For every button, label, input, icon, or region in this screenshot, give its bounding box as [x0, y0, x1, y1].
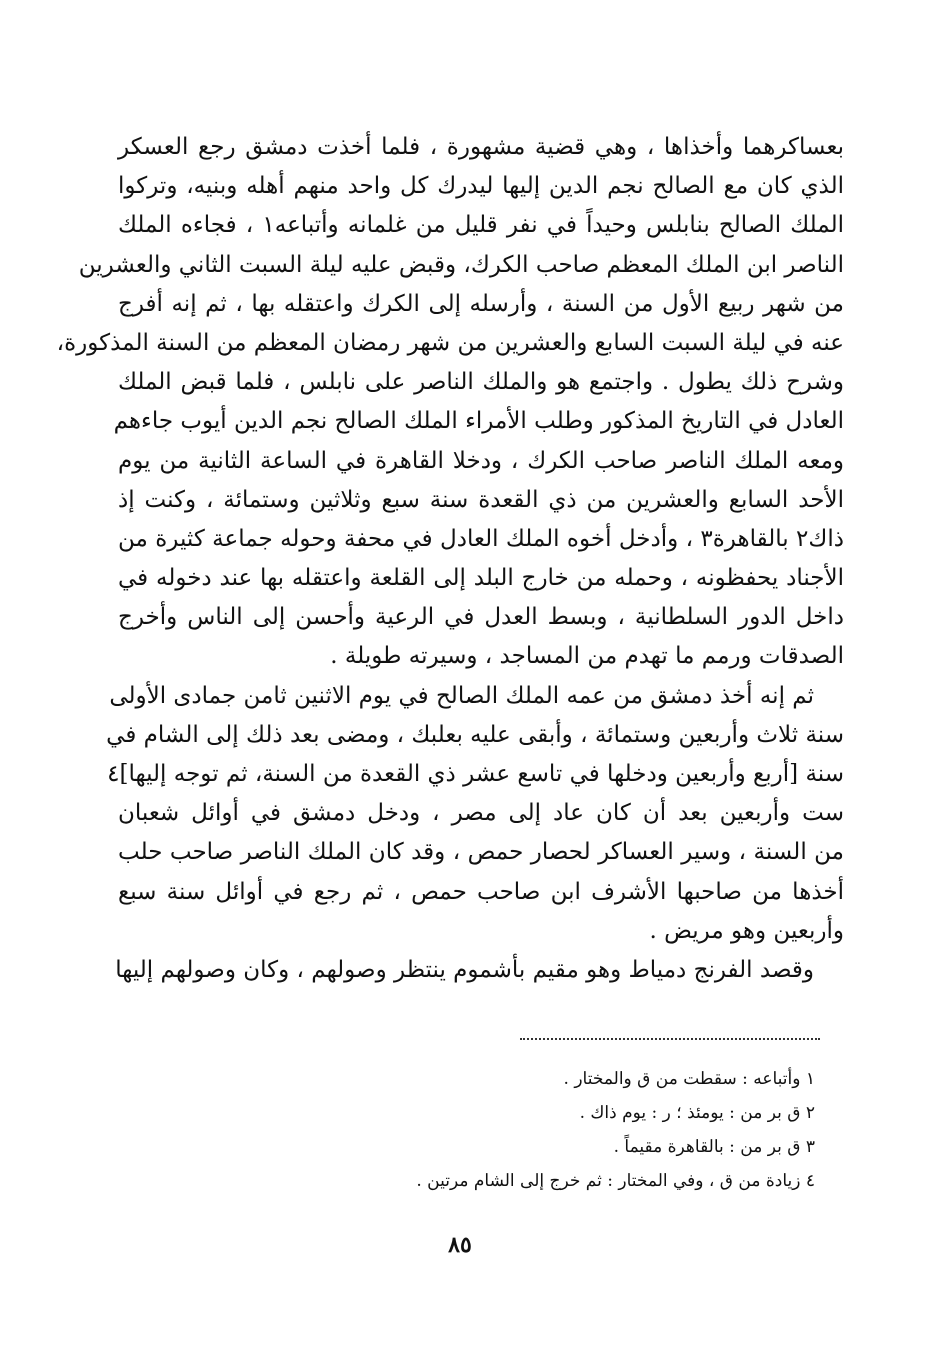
text-line: سنة ثلاث وأربعين وستمائة ، وأبقى عليه بعلبك ، ومضى بعد ذلك إلى الشام في	[106, 721, 844, 748]
page-number: ٨٥	[448, 1232, 472, 1258]
text-line: سنة [أربع وأربعين ودخلها في تاسع عشر ذي القعدة من السنة، ثم توجه إليها]٤	[107, 761, 844, 787]
text-line: داخل الدور السلطانية ، وبسط العدل في الرعية وأحسن إلى الناس وأخرج	[118, 604, 844, 631]
text-line: بعساكرهما وأخذاها ، وهي قضية مشهورة ، فلما أخذت دمشق رجع العسكر	[118, 134, 844, 160]
text-line: ومعه الملك الناصر صاحب الكرك ، ودخلا القاهرة في الساعة الثانية من يوم	[118, 447, 844, 474]
footnote-3: ٣ ق بر من : بالقاهرة مقيماً .	[613, 1137, 815, 1157]
text-line: العادل في التاريخ المذكور وطلب الأمراء الملك الصالح نجم الدين أيوب جاءهم	[113, 408, 844, 435]
text-line: الأحد السابع والعشرين من ذي القعدة سنة سبع وثلاثين وستمائة ، وكنت إذ	[118, 486, 844, 513]
footnote-4: ٤ زيادة من ق ، وفي المختار : ثم خرج إلى الشام مرتين .	[416, 1171, 815, 1191]
text-line: الملك الصالح بنابلس وحيداً في نفر قليل من غلمانه وأتباعه١ ، فجاءه الملك	[118, 212, 844, 239]
text-line: ذاك٢ بالقاهرة٣ ، وأدخل أخوه الملك العادل في محفة وحوله جماعة كثيرة من	[118, 525, 844, 552]
text-line: وشرح ذلك يطول . واجتمع هو والملك الناصر على نابلس ، فلما قبض الملك	[118, 369, 844, 396]
footnotes	[300, 1062, 815, 1198]
text-line: ست وأربعين بعد أن كان عاد إلى مصر ، ودخل دمشق في أوائل شعبان	[118, 800, 844, 827]
text-line: وأربعين وهو مريض .	[649, 917, 844, 944]
text-line: الأجناد يحفظونه ، وحمله من خارج البلد إلى القلعة واعتقله بها عند دخوله في	[118, 565, 844, 592]
footnote-2: ٢ ق بر من : يومئذ ؛ ر : يوم ذاك .	[579, 1103, 815, 1123]
text-line: من شهر ربيع الأول من السنة ، وأرسله إلى الكرك واعتقله بها ، ثم إنه أفرج	[118, 290, 844, 317]
text-line: أخذها من صاحبها الأشرف ابن صاحب حمص ، ثم رجع في أوائل سنة سبع	[118, 878, 844, 905]
paragraph-start-line: ثم إنه أخذ دمشق من عمه الملك الصالح في يوم الاثنين ثامن جمادى الأولى	[109, 682, 814, 709]
paragraph-start-line: وقصد الفرنج دمياط وهو مقيم بأشموم ينتظر وصولهم ، وكان وصولهم إليها	[115, 956, 814, 983]
text-line: من السنة ، وسير العساكر لحصار حمص ، وقد كان الملك الناصر صاحب حلب	[118, 839, 844, 866]
main-text	[56, 128, 844, 990]
text-line: الصدقات ورمم ما تهدم من المساجد ، وسيرته طويلة .	[330, 643, 844, 670]
text-line: الناصر ابن الملك المعظم صاحب الكرك، وقبض عليه ليلة السبت الثاني والعشرين	[78, 251, 844, 278]
footnote-separator	[520, 1038, 820, 1040]
footnote-1: ١ وأتباعه : سقطت من ق والمختار .	[563, 1069, 815, 1089]
text-line: الذي كان مع الصالح نجم الدين إليها ليدرك كل واحد منهم أهله وبنيه، وتركوا	[118, 173, 844, 200]
text-line: عنه في ليلة السبت السابع والعشرين من شهر رمضان المعظم من السنة المذكورة،	[56, 329, 844, 356]
